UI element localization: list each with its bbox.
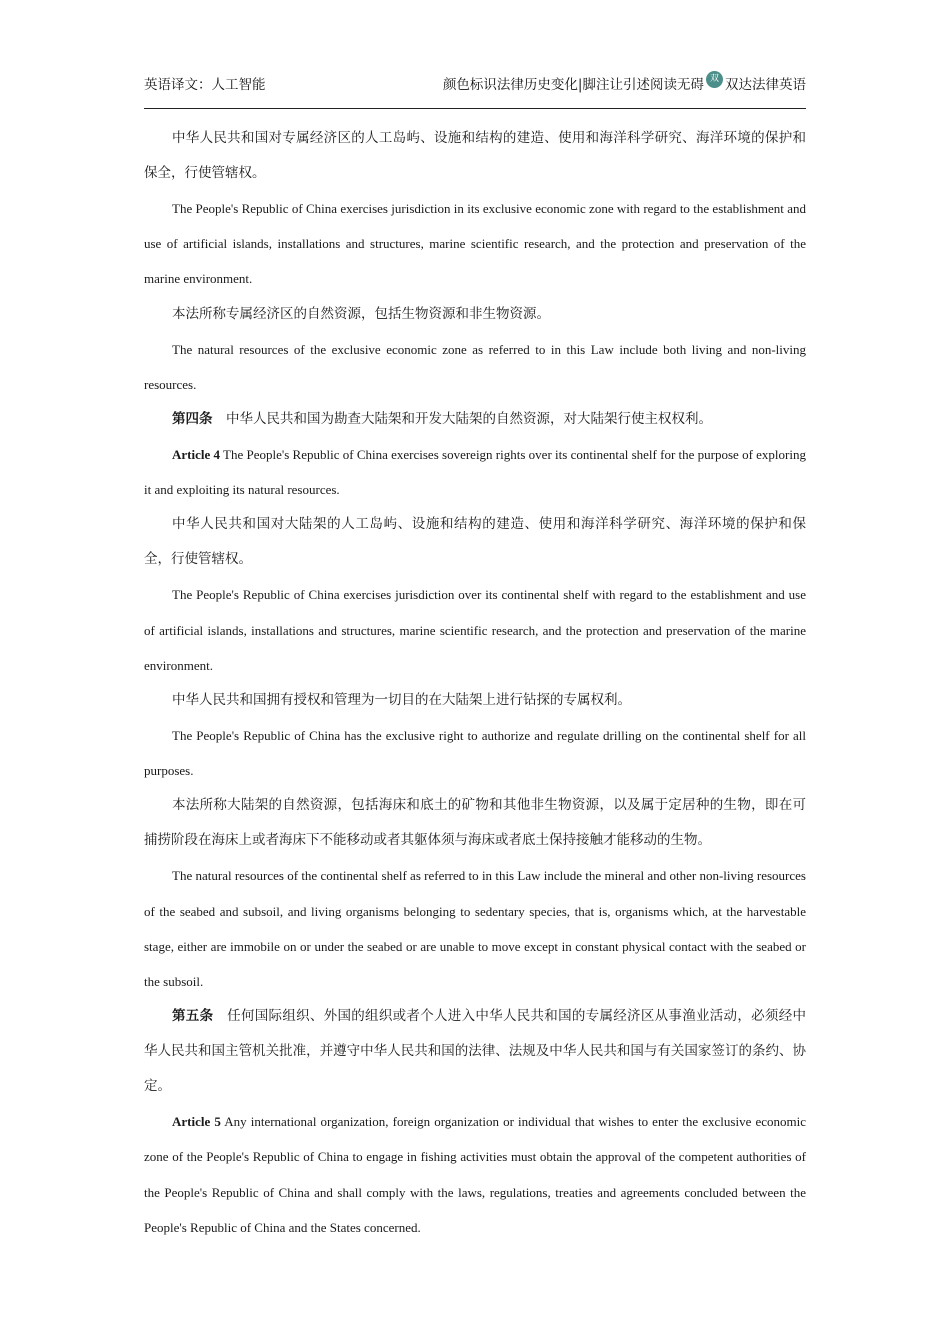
header-divider bbox=[144, 108, 806, 109]
paragraph-text: 中华人民共和国对大陆架的人工岛屿、设施和结构的建造、使用和海洋科学研究、海洋环境的保护和保全，行使管辖权。 bbox=[144, 516, 806, 568]
paragraph-text: The People's Republic of China exercises jurisdiction over its continental shelf with regard to the establishment and use of artificial islands, installations and structures, marine scientific research, and the protection and preservation of the marine environment. bbox=[144, 587, 806, 673]
header-publisher bbox=[443, 73, 806, 93]
paragraph-en bbox=[144, 577, 806, 683]
document-body bbox=[144, 121, 806, 1245]
paragraph-zh bbox=[144, 297, 806, 332]
paragraph-text: The People's Republic of China has the exclusive right to authorize and regulate drilling on the continental shelf for all purposes. bbox=[144, 728, 806, 779]
paragraph-text: 中华人民共和国拥有授权和管理为一切目的在大陆架上进行钻探的专属权利。 bbox=[172, 692, 631, 709]
paragraph-zh bbox=[144, 788, 806, 858]
article-heading-en bbox=[144, 437, 806, 507]
header-brand: 双达法律英语 bbox=[725, 77, 806, 93]
paragraph-en bbox=[144, 191, 806, 297]
paragraph-en bbox=[144, 858, 806, 999]
article-number: Article 5 bbox=[172, 1114, 221, 1130]
paragraph-text: The People's Republic of China exercises jurisdiction in its exclusive economic zone with regard to the establishment and use of artificial islands, installations and structures, marine scientific research, and the protection and preservation of the marine environment. bbox=[144, 201, 806, 287]
publisher-logo-icon: 双 bbox=[706, 71, 723, 88]
paragraph-text: 中华人民共和国为勘查大陆架和开发大陆架的自然资源，对大陆架行使主权权利。 bbox=[212, 411, 712, 428]
header-section-title: 英语译文：人工智能 bbox=[144, 77, 266, 93]
paragraph-en bbox=[144, 718, 806, 788]
paragraph-en bbox=[144, 332, 806, 402]
header-tagline: 颜色标识法律历史变化|脚注让引述阅读无碍 bbox=[442, 77, 704, 93]
paragraph-text: 任何国际组织、外国的组织或者个人进入中华人民共和国的专属经济区从事渔业活动，必须经中华人民共和国主管机关批准，并遵守中华人民共和国的法律、法规及中华人民共和国与有关国家签订的条约、协定。 bbox=[144, 1008, 807, 1095]
paragraph-zh bbox=[144, 683, 806, 718]
article-number: Article 4 bbox=[172, 447, 221, 463]
paragraph-zh bbox=[144, 121, 806, 191]
paragraph-text: 本法所称专属经济区的自然资源，包括生物资源和非生物资源。 bbox=[172, 305, 550, 322]
article-heading-zh bbox=[144, 402, 806, 437]
paragraph-text: The natural resources of the exclusive economic zone as referred to in this Law include both living and non-living resources. bbox=[144, 341, 806, 392]
paragraph-text: 本法所称大陆架的自然资源，包括海床和底土的矿物和其他非生物资源，以及属于定居种的生物，即在可捕捞阶段在海床上或者海床下不能移动或者其躯体须与海床或者底土保持接触才能移动的生物。 bbox=[144, 797, 806, 849]
paragraph-text: The natural resources of the continental shelf as referred to in this Law include the mineral and other non-living resources of the seabed and subsoil, and living organisms belonging to sedentary species, that is, organisms which, at the harvestable stage, either are immobile on or under the seabed or are unable to move except in constant physical contact with the seabed or the subsoil. bbox=[144, 868, 806, 990]
article-number: 第四条 bbox=[172, 411, 213, 428]
article-heading-zh bbox=[144, 999, 806, 1104]
page-header bbox=[144, 70, 806, 96]
paragraph-text: Any international organization, foreign organization or individual that wishes to enter the exclusive economic zone of the People's Republic of China to engage in fishing activities must obtain the approval of the competent authorities of the People's Republic of China and shall comply with the laws, regulations, treaties and agreements concluded between the People's Republic of China and the States concerned. bbox=[144, 1114, 806, 1235]
article-heading-en bbox=[144, 1104, 806, 1245]
paragraph-zh bbox=[144, 507, 806, 577]
article-number: 第五条 bbox=[172, 1008, 214, 1025]
paragraph-text: The People's Republic of China exercises sovereign rights over its continental shelf for the purpose of exploring it and exploiting its natural resources. bbox=[144, 447, 806, 498]
paragraph-text: 中华人民共和国对专属经济区的人工岛屿、设施和结构的建造、使用和海洋科学研究、海洋环境的保护和保全，行使管辖权。 bbox=[144, 130, 806, 181]
